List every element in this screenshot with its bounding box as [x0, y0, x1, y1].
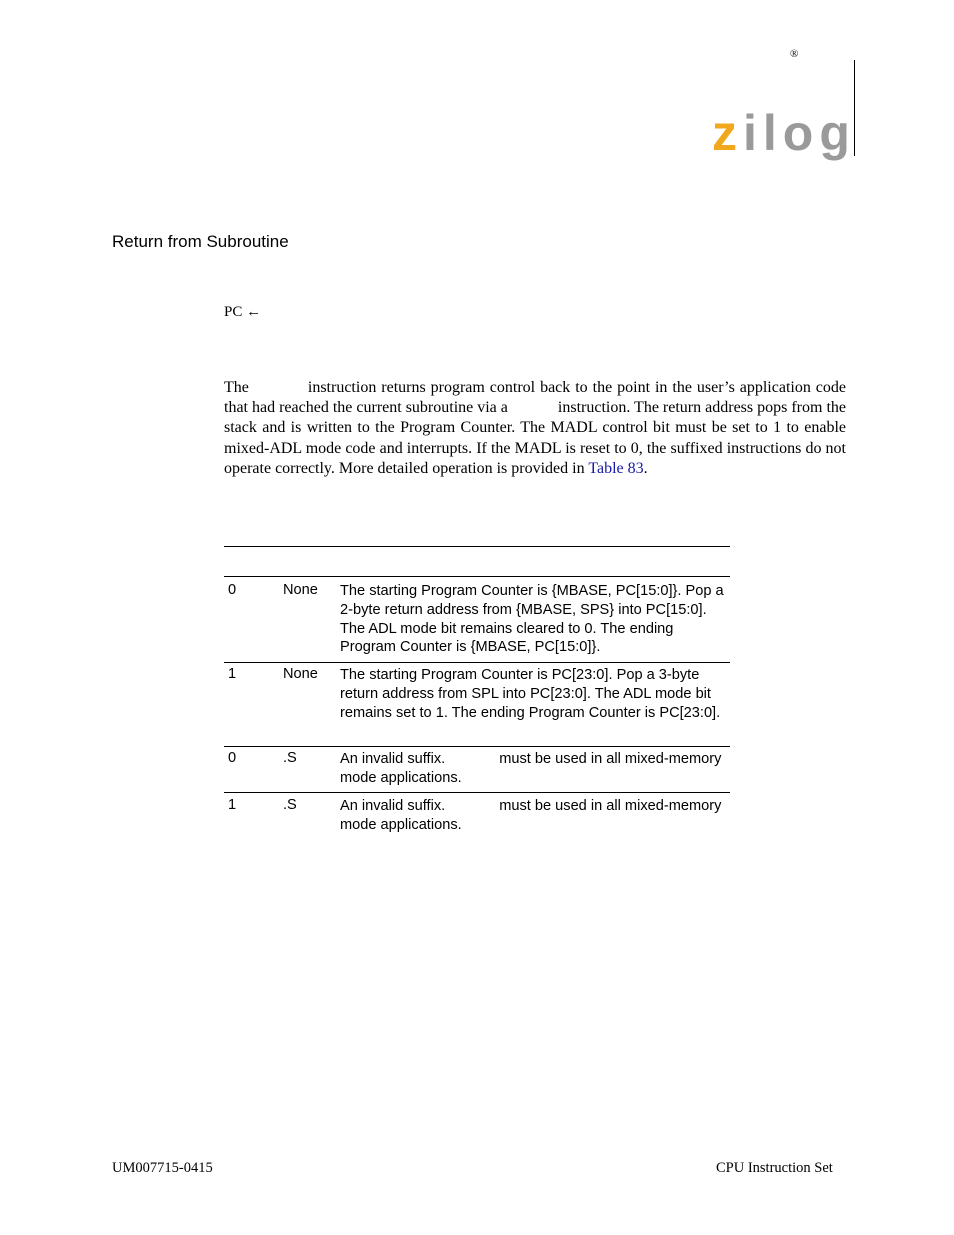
footer-doc-id: UM007715-0415 — [112, 1160, 213, 1176]
footer-section: CPU Instruction Set — [716, 1160, 833, 1176]
operation-cell: The starting Program Counter is PC[23:0]. Pop a 3-byte return address from SPL into PC[23:0]. The ADL mode bit remains set to 1. The ending Program Counter is PC[23:0]. — [340, 667, 721, 721]
operation-formula: PC ← — [224, 304, 262, 320]
section-title: Return from Subroutine — [112, 232, 289, 251]
zilog-logo — [712, 104, 856, 161]
logo-letters: ilog — [743, 105, 856, 161]
table-row — [224, 582, 730, 663]
table-row — [224, 666, 730, 747]
operation-cell — [340, 797, 726, 835]
description-part2: instruction returns program control back to the point in the user’s application code that had reached the current subroutine via a — [224, 379, 846, 417]
suffix-cell: .S — [283, 797, 297, 813]
operation-cell-b: must be used in all mixed-memory mode applications. — [340, 798, 722, 833]
adl-cell: 1 — [228, 797, 237, 813]
operation-cell-a: An invalid suffix. — [340, 751, 446, 767]
description-paragraph — [224, 378, 846, 479]
description-part1: The — [224, 379, 249, 396]
table-header-rule — [224, 576, 730, 577]
operation-cell-a: An invalid suffix. — [340, 798, 446, 814]
table-top-rule — [224, 546, 730, 547]
logo-letter-z: z — [712, 105, 743, 161]
operation-cell-b: must be used in all mixed-memory mode applications. — [340, 751, 722, 786]
adl-cell: 1 — [228, 666, 237, 682]
description-part3: instruction. The return address pops from the stack and is written to the Program Counter. The MADL control bit must be set to 1 to enable mixed-ADL mode code and interrupts. If the MADL is reset to 0, the suffixed instructions do not operate correctly. More detailed operation is provided in — [224, 399, 847, 477]
suffix-cell: None — [283, 666, 318, 682]
suffix-cell: None — [283, 582, 318, 598]
registered-mark: ® — [790, 48, 799, 60]
table-row — [224, 797, 730, 839]
description-end: . — [643, 459, 648, 477]
adl-cell: 0 — [228, 750, 237, 766]
suffix-cell: .S — [283, 750, 297, 766]
operation-cell — [340, 750, 726, 788]
table-row — [224, 750, 730, 793]
operation-cell: The starting Program Counter is {MBASE, PC[15:0]}. Pop a 2-byte return address from {MBASE, SPS} into PC[15:0]. The ADL mode bit remains cleared to 0. The ending Program Counter is {MBASE, PC[15:0]}. — [340, 583, 724, 656]
table-83-link[interactable]: Table 83 — [588, 459, 644, 477]
adl-cell: 0 — [228, 582, 237, 598]
